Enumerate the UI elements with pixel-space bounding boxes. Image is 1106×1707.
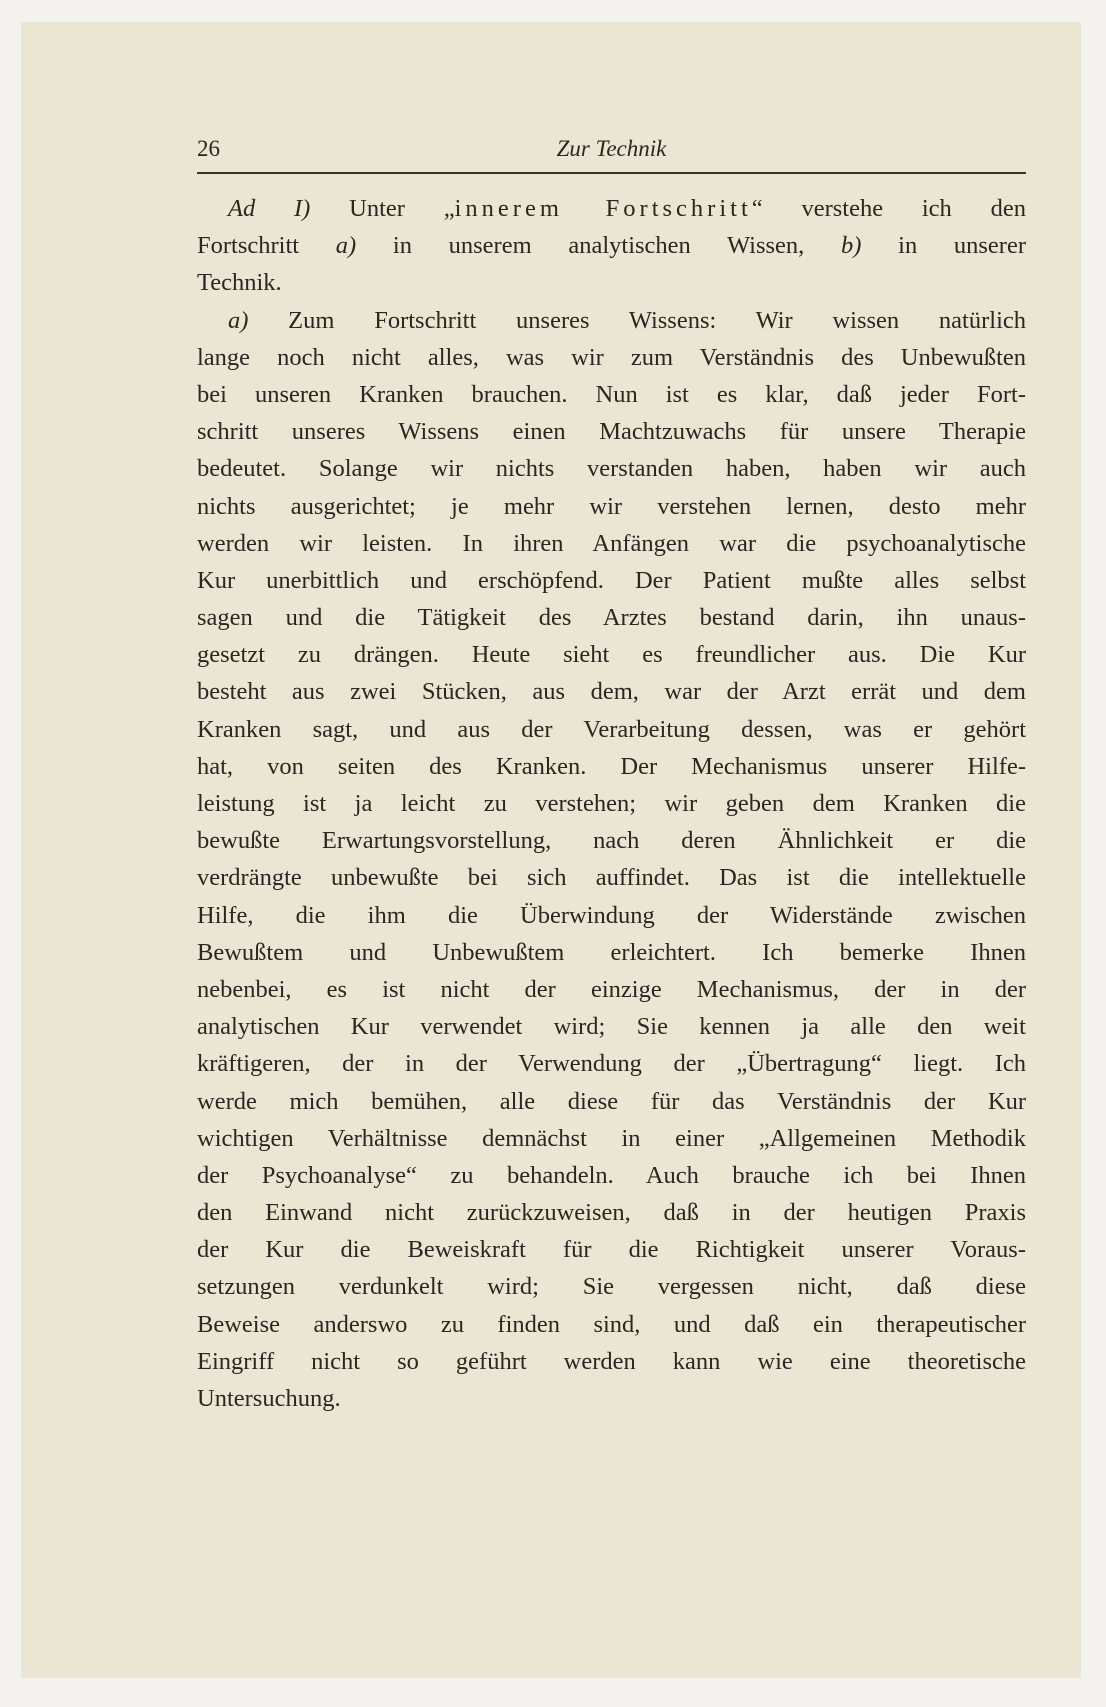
text-line <box>197 897 1026 934</box>
text-line <box>197 748 1026 785</box>
text-segment: in unserer <box>861 232 1026 260</box>
text-segment: Hilfe, die ihm die Überwindung der Widerstände zwischen <box>197 901 1026 929</box>
text-segment: der Psychoanalyse“ zu behandeln. Auch brauche ich bei Ihnen <box>197 1161 1026 1189</box>
text-line <box>197 636 1026 673</box>
text-segment: werden wir leisten. In ihren Anfängen war die psychoanalytische <box>197 529 1026 557</box>
text-line <box>197 450 1026 487</box>
text-segment: Fortschritt <box>197 232 336 260</box>
text-line <box>197 1083 1026 1120</box>
text-segment: Bewußtem und Unbewußtem erleichtert. Ich bemerke Ihnen <box>197 938 1026 966</box>
text-line <box>197 190 1026 227</box>
text-segment: wichtigen Verhältnisse demnächst in einer „Allgemeinen Methodik <box>197 1124 1026 1152</box>
text-segment: Technik. <box>197 269 282 297</box>
text-segment: besteht aus zwei Stücken, aus dem, war der Arzt errät und dem <box>197 678 1026 706</box>
text-segment: Beweise anderswo zu finden sind, und daß ein therapeutischer <box>197 1310 1026 1338</box>
spaced-text: innerem Fortschritt <box>454 195 752 222</box>
text-segment: Zum Fortschritt unseres Wissens: Wir wissen natürlich <box>248 306 1026 334</box>
text-segment: leistung ist ja leicht zu verstehen; wir geben dem Kranken die <box>197 790 1026 817</box>
text-segment: gesetzt zu drängen. Heute sieht es freundlicher aus. Die Kur <box>197 641 1026 669</box>
text-segment: setzungen verdunkelt wird; Sie vergessen nicht, daß diese <box>197 1273 1026 1301</box>
text-line <box>197 562 1026 599</box>
text-line <box>197 859 1026 896</box>
text-line <box>197 227 1026 264</box>
text-line <box>197 339 1026 376</box>
header-rule <box>197 172 1026 174</box>
text-segment: nebenbei, es ist nicht der einzige Mechanismus, der in der <box>197 975 1026 1003</box>
text-segment: Eingriff nicht so geführt werden kann wie eine theoretische <box>197 1347 1026 1375</box>
text-line <box>197 302 1026 339</box>
text-line <box>197 1343 1026 1380</box>
text-line <box>197 1120 1026 1157</box>
text-line <box>197 711 1026 748</box>
text-segment: den Einwand nicht zurückzuweisen, daß in der heutigen Praxis <box>197 1199 1026 1227</box>
text-segment: hat, von seiten des Kranken. Der Mechanismus unserer Hilfe- <box>197 752 1026 780</box>
text-segment: in unserem analytischen Wissen, <box>356 232 842 260</box>
text-segment: bewußte Erwartungsvorstellung, nach deren Ähnlichkeit er die <box>197 827 1026 855</box>
text-line <box>197 413 1026 450</box>
body-text <box>197 190 1026 1417</box>
running-title: Zur Technik <box>556 136 667 161</box>
text-segment: Untersuchung. <box>197 1385 341 1412</box>
text-line <box>197 971 1026 1008</box>
text-segment: “ verstehe ich den <box>751 195 1026 222</box>
text-line <box>197 1380 1026 1417</box>
text-segment: schritt unseres Wissens einen Machtzuwachs für unsere Therapie <box>197 418 1026 446</box>
italic-text: b) <box>841 232 862 260</box>
text-line <box>197 1157 1026 1194</box>
text-line <box>197 1231 1026 1268</box>
text-line <box>197 1194 1026 1231</box>
text-segment: nichts ausgerichtet; je mehr wir verstehen lernen, desto mehr <box>197 492 1026 520</box>
text-line <box>197 785 1026 822</box>
text-line <box>197 934 1026 971</box>
text-segment: Unter „ <box>310 195 455 222</box>
text-segment: Kranken sagt, und aus der Verarbeitung dessen, was er gehört <box>197 715 1026 743</box>
text-segment: bei unseren Kranken brauchen. Nun ist es klar, daß jeder Fort- <box>197 380 1026 408</box>
italic-text: Ad I) <box>228 195 311 222</box>
page-number: 26 <box>197 136 220 161</box>
text-line <box>197 376 1026 413</box>
text-line <box>197 673 1026 710</box>
running-header <box>197 136 1026 166</box>
text-segment: lange noch nicht alles, was wir zum Verständnis des Unbewußten <box>197 343 1026 371</box>
text-line <box>197 822 1026 859</box>
italic-text: a) <box>228 306 249 334</box>
text-line <box>197 1045 1026 1082</box>
text-line <box>197 1268 1026 1305</box>
text-segment: analytischen Kur verwendet wird; Sie kennen ja alle den weit <box>197 1013 1026 1041</box>
text-line <box>197 488 1026 525</box>
text-segment: verdrängte unbewußte bei sich auffindet. Das ist die intellektuelle <box>197 864 1026 892</box>
italic-text: a) <box>335 232 357 260</box>
text-line <box>197 264 1026 301</box>
text-line <box>197 1008 1026 1045</box>
text-line <box>197 525 1026 562</box>
text-line <box>197 1306 1026 1343</box>
text-segment: bedeutet. Solange wir nichts verstanden haben, haben wir auch <box>197 455 1026 483</box>
text-segment: kräftigeren, der in der Verwendung der „Übertragung“ liegt. Ich <box>197 1050 1026 1078</box>
text-segment: werde mich bemühen, alle diese für das Verständnis der Kur <box>197 1087 1026 1115</box>
text-line <box>197 599 1026 636</box>
text-segment: Kur unerbittlich und erschöpfend. Der Patient mußte alles selbst <box>197 566 1026 594</box>
text-segment: der Kur die Beweiskraft für die Richtigkeit unserer Voraus- <box>197 1236 1026 1264</box>
text-segment: sagen und die Tätigkeit des Arztes bestand darin, ihn unaus- <box>197 604 1026 632</box>
